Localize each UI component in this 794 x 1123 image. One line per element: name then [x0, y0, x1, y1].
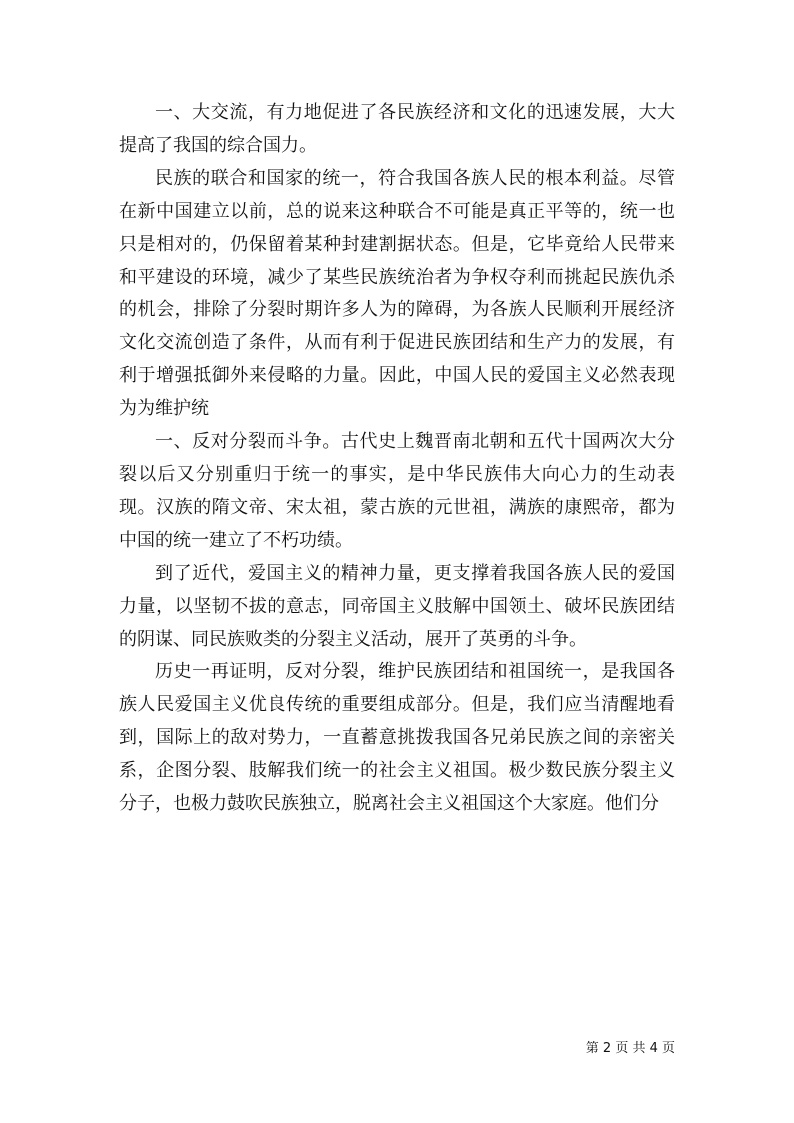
paragraph-3: 一、反对分裂而斗争。古代史上魏晋南北朝和五代十国两次大分裂以后又分别重归于统一的事实，是中华民族伟大向心力的生动表现。汉族的隋文帝、宋太祖，蒙古族的元世祖，满族的康熙帝，都为中国的统一建立了不朽功绩。 — [119, 431, 675, 551]
paragraph-4: 到了近代，爱国主义的精神力量，更支撑着我国各族人民的爱国力量，以坚韧不拔的意志，同帝国主义肢解中国领土、破坏民族团结的阴谋、同民族败类的分裂主义活动，展开了英勇的斗争。 — [119, 562, 675, 650]
page-number-footer: 第 2 页 共 4 页 — [585, 1041, 675, 1056]
paragraph-5: 历史一再证明，反对分裂，维护民族团结和祖国统一，是我国各族人民爱国主义优良传统的重要组成部分。但是，我们应当清醒地看到，国际上的敌对势力，一直蓄意挑拨我国各兄弟民族之间的亲密关系，企图分裂、肢解我们统一的社会主义祖国。极少数民族分裂主义分子，也极力鼓吹民族独立，脱离社会主义祖国这个大家庭。他们分 — [119, 661, 675, 815]
paragraph-1: 一、大交流，有力地促进了各民族经济和文化的迅速发展，大大提高了我国的综合国力。 — [119, 102, 675, 156]
document-body — [119, 97, 675, 821]
paragraph-2: 民族的联合和国家的统一，符合我国各族人民的根本利益。尽管在新中国建立以前，总的说来这种联合不可能是真正平等的，统一也只是相对的，仍保留着某种封建割据状态。但是，它毕竟给人民带来和平建设的环境，减少了某些民族统治者为争权夺利而挑起民族仇杀的机会，排除了分裂时期许多人为的障碍，为各族人民顺利开展经济文化交流创造了条件，从而有利于促进民族团结和生产力的发展，有利于增强抵御外来侵略的力量。因此，中国人民的爱国主义必然表现为为维护统 — [119, 167, 675, 420]
